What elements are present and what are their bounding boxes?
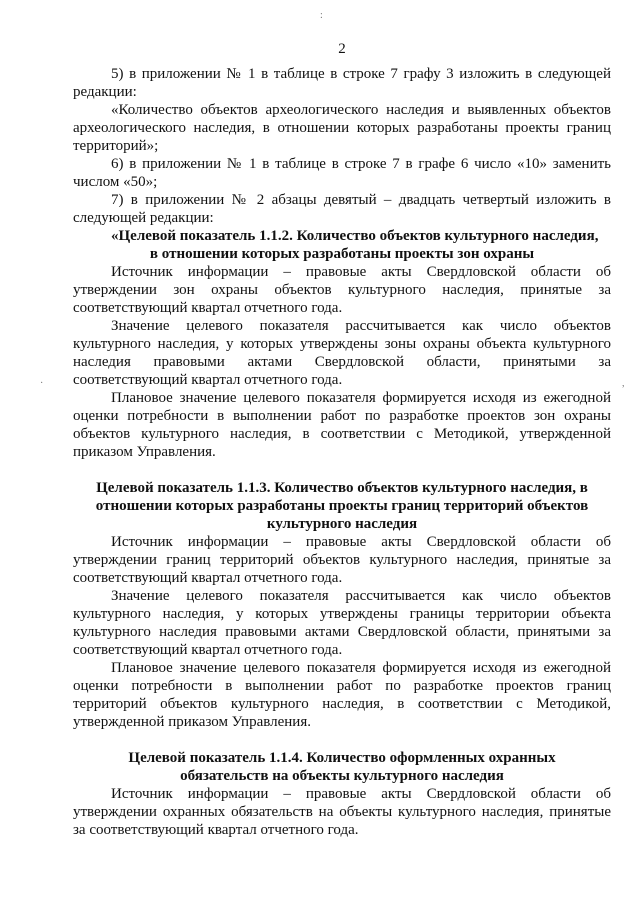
document-page <box>73 40 611 839</box>
scan-mark-left: · <box>40 378 44 389</box>
amendment-item-6: 6) в приложении № 1 в таблице в строке 7 в графе 6 число «10» заменить числом «50»; <box>73 156 611 190</box>
section-gap <box>73 461 611 479</box>
amendment-item-5-quote: «Количество объектов археологического наследия и выявленных объектов археологического наследия, в отношении которых разработаны проекты границ территорий»; <box>73 102 611 154</box>
scan-mark-right: , <box>622 378 625 389</box>
section-1-1-2-planned-value: Плановое значение целевого показателя формируется исходя из ежегодной оценки потребности в выполнении работ по разработке проектов зон охраны объектов культурного наследия, в соответствии с Методикой, утвержденной приказом Управления. <box>73 390 611 460</box>
section-1-1-4-heading: Целевой показатель 1.1.4. Количество оформленных охранных обязательств на объекты культурного наследия <box>128 750 556 784</box>
section-1-1-2-source: Источник информации – правовые акты Свердловской области об утверждении зон охраны объектов культурного наследия, принятые за соответствующий квартал отчетного года. <box>73 264 611 316</box>
page-number: 2 <box>338 41 346 57</box>
section-1-1-2-heading-line1: «Целевой показатель 1.1.2. Количество объектов культурного наследия, <box>111 228 599 244</box>
section-gap <box>73 731 611 749</box>
amendment-item-5: 5) в приложении № 1 в таблице в строке 7 графу 3 изложить в следующей редакции: <box>73 66 611 100</box>
section-1-1-3-source: Источник информации – правовые акты Свердловской области об утверждении границ территорий объектов культурного наследия, принятые за соответствующий квартал отчетного года. <box>73 534 611 586</box>
scan-mark-top: : <box>320 10 323 21</box>
section-1-1-3-heading: Целевой показатель 1.1.3. Количество объектов культурного наследия, в отношении которых разработаны проекты границ территорий объектов культурного наследия <box>95 480 589 532</box>
section-1-1-2-heading-line2: в отношении которых разработаны проекты зон охраны <box>149 246 535 262</box>
section-1-1-4-source: Источник информации – правовые акты Свердловской области об утверждении охранных обязательств на объекты культурного наследия, принятые за соответствующий квартал отчетного года. <box>73 786 611 838</box>
section-1-1-3-calculation: Значение целевого показателя рассчитывается как число объектов культурного наследия, у которых утверждены границы территории объекта культурного наследия правовыми актами Свердловской области, принятыми за соответствующий квартал отчетного года. <box>73 588 611 658</box>
section-1-1-3-planned-value: Плановое значение целевого показателя формируется исходя из ежегодной оценки потребности в выполнении работ по разработке проектов границ территорий объектов культурного наследия, в соответствии с Методикой, утвержденной приказом Управления. <box>73 660 611 730</box>
section-1-1-2-heading <box>73 227 611 263</box>
section-1-1-2-calculation: Значение целевого показателя рассчитывается как число объектов культурного наследия, у которых утверждены зоны охраны объекта культурного наследия правовыми актами Свердловской области, принятыми за соответствующий квартал отчетного года. <box>73 318 611 388</box>
amendment-item-7: 7) в приложении № 2 абзацы девятый – двадцать четвертый изложить в следующей редакции: <box>73 192 611 226</box>
